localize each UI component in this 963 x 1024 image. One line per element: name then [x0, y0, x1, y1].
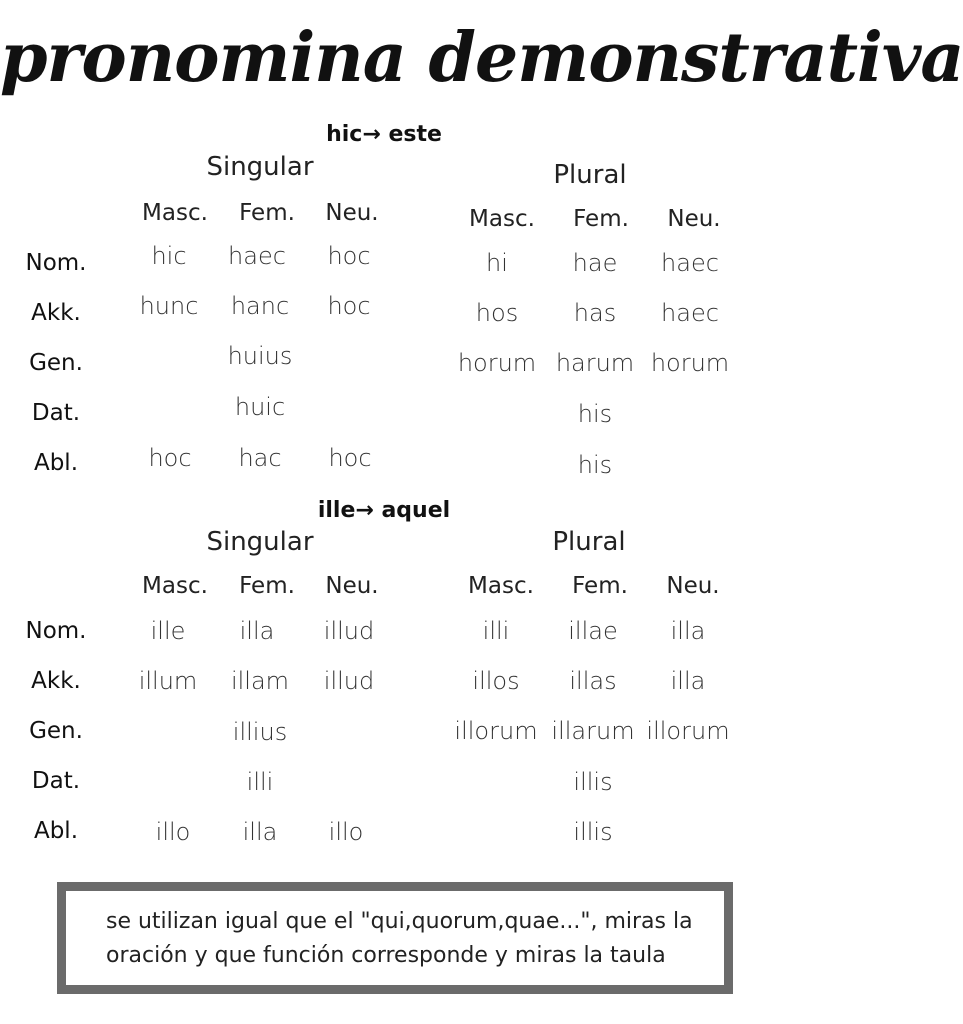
- note-box: [57, 882, 733, 994]
- table-cell: haec: [228, 242, 286, 270]
- case-label: Nom.: [25, 618, 87, 644]
- table-cell: hoc: [327, 242, 371, 270]
- table-cell: illo: [155, 818, 191, 846]
- case-label: Gen.: [29, 350, 83, 376]
- table-cell: illud: [323, 667, 375, 695]
- case-label: Abl.: [33, 450, 79, 476]
- table-cell: hac: [238, 444, 282, 472]
- table-cell: illa: [242, 818, 278, 846]
- note-text: se utilizan igual que el "qui,quorum,quae...", miras la oración y que función corresponde y miras la taula: [106, 909, 693, 968]
- table-cell: huic: [234, 393, 286, 421]
- table-cell: illa: [670, 667, 706, 695]
- table-cell: illae: [568, 617, 618, 645]
- table-cell: illam: [230, 667, 290, 695]
- case-label: Nom.: [25, 250, 87, 276]
- table-cell: harum: [555, 349, 635, 377]
- gender-header: Masc.: [142, 200, 208, 226]
- case-label: Dat.: [31, 400, 81, 426]
- table-cell: haec: [661, 249, 719, 277]
- table-cell: his: [577, 451, 613, 479]
- table-cell: illorum: [454, 717, 538, 745]
- singular-label: Singular: [206, 152, 314, 182]
- block-subtitle: hic→ este: [326, 122, 442, 147]
- table-cell: illud: [323, 617, 375, 645]
- table-cell: hunc: [139, 292, 199, 320]
- table-cell: hoc: [148, 444, 192, 472]
- gender-header: Neu.: [325, 573, 379, 599]
- table-cell: illum: [138, 667, 198, 695]
- table-cell: illorum: [646, 717, 730, 745]
- gender-header: Fem.: [573, 206, 629, 232]
- gender-header: Masc.: [469, 206, 535, 232]
- singular-label: Singular: [206, 527, 314, 557]
- gender-header: Masc.: [468, 573, 534, 599]
- table-cell: ille: [150, 617, 186, 645]
- gender-header: Masc.: [142, 573, 208, 599]
- table-cell: illis: [573, 818, 613, 846]
- gender-header: Neu.: [667, 206, 721, 232]
- table-cell: illis: [573, 768, 613, 796]
- table-cell: illi: [246, 768, 274, 796]
- gender-header: Neu.: [325, 200, 379, 226]
- table-cell: huius: [227, 342, 293, 370]
- case-label: Akk.: [31, 668, 81, 694]
- table-cell: has: [573, 299, 617, 327]
- page-title: pronomina demonstrativa: [0, 18, 963, 98]
- table-cell: illo: [328, 818, 364, 846]
- case-label: Abl.: [33, 818, 79, 844]
- plural-label: Plural: [552, 527, 626, 557]
- table-cell: hoc: [327, 292, 371, 320]
- gender-header: Fem.: [239, 200, 295, 226]
- block-subtitle: ille→ aquel: [317, 498, 451, 523]
- table-cell: hic: [151, 242, 187, 270]
- gender-header: Fem.: [572, 573, 628, 599]
- table-cell: his: [577, 400, 613, 428]
- gender-header: Fem.: [239, 573, 295, 599]
- table-cell: horum: [650, 349, 730, 377]
- table-cell: illa: [670, 617, 706, 645]
- table-cell: haec: [661, 299, 719, 327]
- plural-label: Plural: [553, 160, 627, 190]
- case-label: Akk.: [31, 300, 81, 326]
- table-cell: illa: [239, 617, 275, 645]
- table-cell: illarum: [551, 717, 635, 745]
- case-label: Dat.: [31, 768, 81, 794]
- table-cell: hanc: [230, 292, 290, 320]
- table-cell: hoc: [328, 444, 372, 472]
- table-cell: illas: [569, 667, 617, 695]
- table-cell: hae: [572, 249, 618, 277]
- table-cell: hos: [475, 299, 519, 327]
- gender-header: Neu.: [666, 573, 720, 599]
- table-cell: horum: [457, 349, 537, 377]
- table-cell: illi: [482, 617, 510, 645]
- table-cell: illius: [232, 718, 288, 746]
- table-cell: illos: [472, 667, 520, 695]
- table-cell: hi: [486, 249, 508, 277]
- case-label: Gen.: [29, 718, 83, 744]
